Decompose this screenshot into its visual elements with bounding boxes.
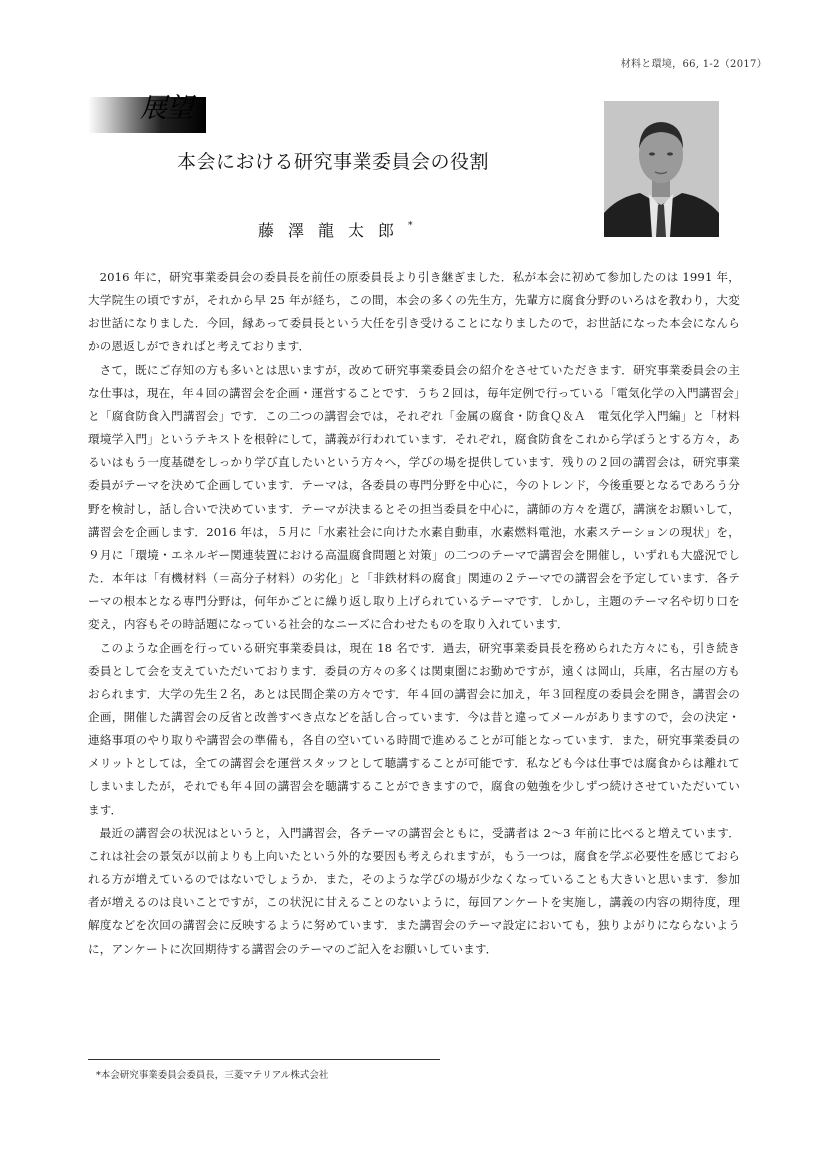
footnote-rule: [88, 1059, 440, 1060]
portrait-svg: [604, 101, 719, 237]
paragraph: さて，既にご存知の方も多いとは思いますが，改めて研究事業委員会の紹介をさせていただきます．研究事業委員会の主な仕事は，現在，年４回の講習会を企画・運営することです．うち２回は，毎年定例で行っている「電気化学の入門講習会」と「腐食防食入門講習会」です．この二つの講習会では，それぞれ「金属の腐食・防食Ｑ＆Ａ 電気化学入門編」と「材料環境学入門」というテキストを根幹にして，講義が行われています．それぞれ，腐食防食をこれから学ぼうとする方々，あるいはもう一度基礎をしっかり学び直したいという方々へ，学びの場を提供しています．残りの２回の講習会は，研究事業委員がテーマを決めて企画しています．テーマは，各委員の専門分野を中心に，今のトレンド，今後重要となるであろう分野を検討し，話し合いで決めています．テーマが決まるとその担当委員を中心に，講師の方々を選び，講演をお願いして，講習会を企画します．2016 年は，５月に「水素社会に向けた水素自動車，水素燃料電池，水素ステーションの現状」を，９月に「環境・エネルギー関連装置における高温腐食問題と対策」の二つのテーマで講習会を開催し，いずれも大盛況でした．本年は「有機材料（＝高分子材料）の劣化」と「非鉄材料の腐食」関連の２テーマでの講習会を予定しています．各テーマの根本となる専門分野は，何年かごとに繰り返し取り上げられているテーマです．しかし，主題のテーマ名や切り口を変え，内容もその時話題になっている社会的なニーズに合わせたものを取り入れています．: [88, 362, 740, 632]
journal-reference: 材料と環境，66, 1-2（2017）: [620, 59, 767, 70]
article-title: 本会における研究事業委員会の役割: [177, 151, 490, 173]
section-badge-label: 展望: [140, 93, 192, 124]
footnote: *本会研究事業委員会委員長，三菱マテリアル株式会社: [96, 1070, 329, 1081]
paragraph: 2016 年に，研究事業委員会の委員長を前任の原委員長より引き継ぎました．私が本会に初めて参加したのは 1991 年，大学院生の頃ですが，それから早 25 年が経ち，この間，本会の多くの先生方，先輩方に腐食分野のいろはを教わり，大変お世話になりました．今回，縁あって委員長という大任を引き受けることになりましたので，お世話になった本会になんらかの恩返しができればと考えております．: [88, 270, 740, 354]
author-line: [258, 218, 413, 241]
paragraph: このような企画を行っている研究事業委員は，現在 18 名です．過去，研究事業委員長を務められた方々にも，引き続き委員として会を支えていただいております．委員の方々の多くは関東圏にお勤めですが，遠くは岡山，兵庫，名古屋の方もおられます．大学の先生２名，あとは民間企業の方々です．年４回の講習会に加え，年３回程度の委員会を開き，講習会の企画，開催した講習会の反省と改善すべき点などを話し合っています．今は昔と違ってメールがありますので，会の決定・連絡事項のやり取りや講習会の準備も，各自の空いている時間で進めることが可能となっています．また，研究事業委員のメリットとしては，全ての講習会を運営スタッフとして聴講することが可能です．私なども今は仕事では腐食からは離れてしまいましたが，それでも年４回の講習会を聴講することができますので，腐食の勉強を少しずつ続けさせていただいています．: [88, 640, 740, 817]
article-body: [88, 266, 740, 961]
author-portrait-icon: [604, 101, 719, 237]
paragraph: 最近の講習会の状況はというと，入門講習会，各テーマの講習会ともに，受講者は 2〜3 年前に比べると増えています．これは社会の景気が以前よりも上向いたという外的な要因も考えられますが，もう一つは，腐食を学ぶ必要性を感じておられる方が増えているのではないでしょうか．また，そのような学びの場が少なくなっていることも大きいと思います．参加者が増えるのは良いことですが，この状況に甘えることのないように，毎回アンケートを実施し，講義の内容の期待度，理解度などを次回の講習会に反映するように努めています．また講習会のテーマ設定においても，独りよがりにならないように，アンケートに次回期待する講習会のテーマのご記入をお願いしています．: [88, 825, 740, 956]
author-name: 藤澤龍太郎: [258, 221, 409, 240]
author-affiliation-mark: *: [408, 221, 413, 231]
